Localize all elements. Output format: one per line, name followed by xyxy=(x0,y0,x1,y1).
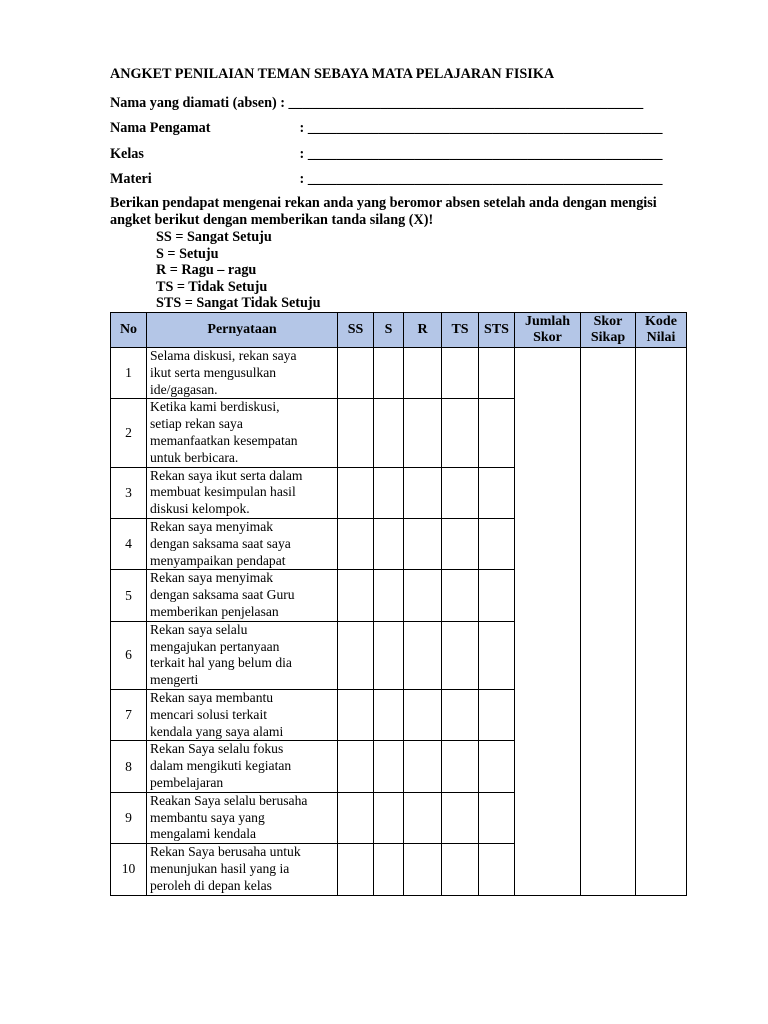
legend-item: TS = Tidak Setuju xyxy=(156,278,268,295)
statement-line: Rekan saya menyimak xyxy=(150,570,274,586)
header-ss: SS xyxy=(338,313,374,348)
answer-cell-ss[interactable] xyxy=(338,570,374,621)
answer-cell-ts[interactable] xyxy=(442,621,479,689)
row-statement xyxy=(147,792,338,843)
statement-line: memberikan penjelasan xyxy=(150,603,279,619)
answer-cell-s[interactable] xyxy=(374,689,404,740)
answer-cell-r[interactable] xyxy=(404,399,442,467)
answer-cell-s[interactable] xyxy=(374,570,404,621)
field-colon: : xyxy=(299,171,305,187)
field-label: Nama yang diamati (absen) xyxy=(110,95,277,111)
answer-cell-sts[interactable] xyxy=(479,467,515,518)
statement-line: dalam mengikuti kegiatan xyxy=(150,758,292,774)
answer-legend xyxy=(156,229,321,312)
row-number: 6 xyxy=(111,621,147,689)
field-line[interactable]: __________________________________________________ xyxy=(307,146,663,162)
statement-line: menyampaikan pendapat xyxy=(150,552,286,568)
legend-item: STS = Sangat Tidak Setuju xyxy=(156,295,321,312)
statement-line: terkait hal yang belum dia xyxy=(150,655,292,671)
answer-cell-ts[interactable] xyxy=(442,399,479,467)
answer-cell-sts[interactable] xyxy=(479,518,515,569)
answer-cell-sts[interactable] xyxy=(479,689,515,740)
header-line: Jumlah xyxy=(524,314,571,329)
row-statement xyxy=(147,621,338,689)
statement-line: peroleh di depan kelas xyxy=(150,877,272,893)
field-line[interactable]: __________________________________________________ xyxy=(288,95,644,111)
answer-cell-r[interactable] xyxy=(404,741,442,792)
header-jumlah-skor xyxy=(515,313,581,348)
field-nama-diamati xyxy=(110,95,643,112)
statement-line: mengerti xyxy=(150,672,199,688)
statement-line: Rekan saya membantu xyxy=(150,689,274,705)
answer-cell-r[interactable] xyxy=(404,467,442,518)
row-number: 5 xyxy=(111,570,147,621)
statement-line: Rekan Saya berusaha untuk xyxy=(150,844,301,860)
row-number: 1 xyxy=(111,348,147,399)
answer-cell-r[interactable] xyxy=(404,792,442,843)
answer-cell-sts[interactable] xyxy=(479,621,515,689)
answer-cell-ts[interactable] xyxy=(442,741,479,792)
header-kode-nilai xyxy=(636,313,687,348)
statement-line: membuat kesimpulan hasil xyxy=(150,484,296,500)
row-number: 10 xyxy=(111,844,147,895)
field-line[interactable]: __________________________________________________ xyxy=(307,171,663,187)
answer-cell-s[interactable] xyxy=(374,399,404,467)
header-line: Sikap xyxy=(590,330,626,345)
table-row xyxy=(111,348,687,399)
answer-cell-ts[interactable] xyxy=(442,570,479,621)
kode-nilai-cell[interactable] xyxy=(636,348,687,896)
legend-item: SS = Sangat Setuju xyxy=(156,229,272,245)
field-line[interactable]: __________________________________________________ xyxy=(307,120,663,136)
answer-cell-sts[interactable] xyxy=(479,792,515,843)
answer-cell-ts[interactable] xyxy=(442,348,479,399)
statement-line: Rekan saya ikut serta dalam xyxy=(150,467,303,483)
row-statement xyxy=(147,467,338,518)
answer-cell-ts[interactable] xyxy=(442,844,479,895)
statement-line: dengan saksama saat saya xyxy=(150,535,291,551)
legend-item: S = Setuju xyxy=(156,245,219,262)
statement-line: dengan saksama saat Guru xyxy=(150,587,295,603)
field-colon: : xyxy=(299,146,305,162)
header-line: Nilai xyxy=(646,330,676,345)
answer-cell-r[interactable] xyxy=(404,689,442,740)
field-materi xyxy=(110,171,663,188)
answer-cell-ss[interactable] xyxy=(338,792,374,843)
statement-line: pembelajaran xyxy=(150,774,224,790)
field-colon: : xyxy=(280,95,285,111)
header-r: R xyxy=(404,313,442,348)
answer-cell-ss[interactable] xyxy=(338,689,374,740)
answer-cell-sts[interactable] xyxy=(479,741,515,792)
field-colon: : xyxy=(299,120,305,136)
answer-cell-s[interactable] xyxy=(374,348,404,399)
row-number: 2 xyxy=(111,399,147,467)
statement-line: untuk berbicara. xyxy=(150,449,239,465)
statement-line: menunjukan hasil yang ia xyxy=(150,860,290,876)
row-statement xyxy=(147,844,338,895)
questionnaire-table xyxy=(110,312,687,896)
instruction-text: Berikan pendapat mengenai rekan anda yang beromor absen setelah anda dengan mengisi angket berikut dengan memberikan tanda silang (X)! xyxy=(110,195,657,228)
header-line: Skor xyxy=(533,330,562,345)
statement-line: Selama diskusi, rekan saya xyxy=(150,348,297,363)
statement-line: mengalami kendala xyxy=(150,826,257,842)
answer-cell-ss[interactable] xyxy=(338,467,374,518)
statement-line: Ketika kami berdiskusi, xyxy=(150,399,280,415)
header-no: No xyxy=(111,313,147,348)
row-number: 9 xyxy=(111,792,147,843)
answer-cell-ts[interactable] xyxy=(442,518,479,569)
row-statement xyxy=(147,518,338,569)
answer-cell-s[interactable] xyxy=(374,467,404,518)
answer-cell-ss[interactable] xyxy=(338,741,374,792)
row-statement xyxy=(147,399,338,467)
row-statement xyxy=(147,741,338,792)
row-statement xyxy=(147,570,338,621)
statement-line: membantu saya yang xyxy=(150,809,265,825)
answer-cell-r[interactable] xyxy=(404,348,442,399)
table-header-row xyxy=(111,313,687,348)
field-label: Materi xyxy=(110,171,152,187)
questionnaire-body xyxy=(111,348,687,896)
legend-item: R = Ragu – ragu xyxy=(156,262,257,279)
field-nama-pengamat xyxy=(110,120,663,137)
answer-cell-r[interactable] xyxy=(404,570,442,621)
answer-cell-ts[interactable] xyxy=(442,792,479,843)
header-ts: TS xyxy=(442,313,479,348)
statement-line: Reakan Saya selalu berusaha xyxy=(150,792,308,808)
statement-line: Rekan Saya selalu fokus xyxy=(150,741,284,757)
statement-line: kendala yang saya alami xyxy=(150,723,284,739)
header-sts: STS xyxy=(479,313,515,348)
jumlah-skor-cell[interactable] xyxy=(515,348,581,896)
statement-line: mencari solusi terkait xyxy=(150,706,268,722)
answer-cell-s[interactable] xyxy=(374,741,404,792)
answer-cell-r[interactable] xyxy=(404,844,442,895)
answer-cell-ss[interactable] xyxy=(338,844,374,895)
row-number: 7 xyxy=(111,689,147,740)
row-number: 4 xyxy=(111,518,147,569)
statement-line: Rekan saya menyimak xyxy=(150,518,274,534)
statement-line: ide/gagasan. xyxy=(150,381,218,397)
answer-cell-ss[interactable] xyxy=(338,518,374,569)
header-line: Skor xyxy=(593,314,623,329)
statement-line: mengajukan pertanyaan xyxy=(150,638,280,654)
row-number: 8 xyxy=(111,741,147,792)
answer-cell-s[interactable] xyxy=(374,621,404,689)
answer-cell-sts[interactable] xyxy=(479,844,515,895)
header-statement: Pernyataan xyxy=(147,313,338,348)
answer-cell-ss[interactable] xyxy=(338,621,374,689)
answer-cell-r[interactable] xyxy=(404,621,442,689)
answer-cell-s[interactable] xyxy=(374,844,404,895)
header-line: Kode xyxy=(645,314,677,329)
statement-line: ikut serta mengusulkan xyxy=(150,364,277,380)
answer-cell-ts[interactable] xyxy=(442,467,479,518)
statement-line: memanfaatkan kesempatan xyxy=(150,432,298,448)
answer-cell-ts[interactable] xyxy=(442,689,479,740)
header-skor-sikap xyxy=(581,313,636,348)
row-number: 3 xyxy=(111,467,147,518)
answer-cell-ss[interactable] xyxy=(338,399,374,467)
answer-cell-s[interactable] xyxy=(374,518,404,569)
header-s: S xyxy=(374,313,404,348)
statement-line: Rekan saya selalu xyxy=(150,621,248,637)
answer-cell-s[interactable] xyxy=(374,792,404,843)
answer-cell-ss[interactable] xyxy=(338,348,374,399)
field-kelas xyxy=(110,146,663,163)
page-title: ANGKET PENILAIAN TEMAN SEBAYA MATA PELAJARAN FISIKA xyxy=(110,66,555,82)
field-label: Nama Pengamat xyxy=(110,120,211,136)
statement-line: setiap rekan saya xyxy=(150,416,243,432)
field-label: Kelas xyxy=(110,146,144,162)
row-statement xyxy=(147,689,338,740)
statement-line: diskusi kelompok. xyxy=(150,501,250,517)
answer-cell-sts[interactable] xyxy=(479,348,515,399)
answer-cell-sts[interactable] xyxy=(479,399,515,467)
answer-cell-sts[interactable] xyxy=(479,570,515,621)
answer-cell-r[interactable] xyxy=(404,518,442,569)
row-statement xyxy=(147,348,338,399)
skor-sikap-cell[interactable] xyxy=(581,348,636,896)
